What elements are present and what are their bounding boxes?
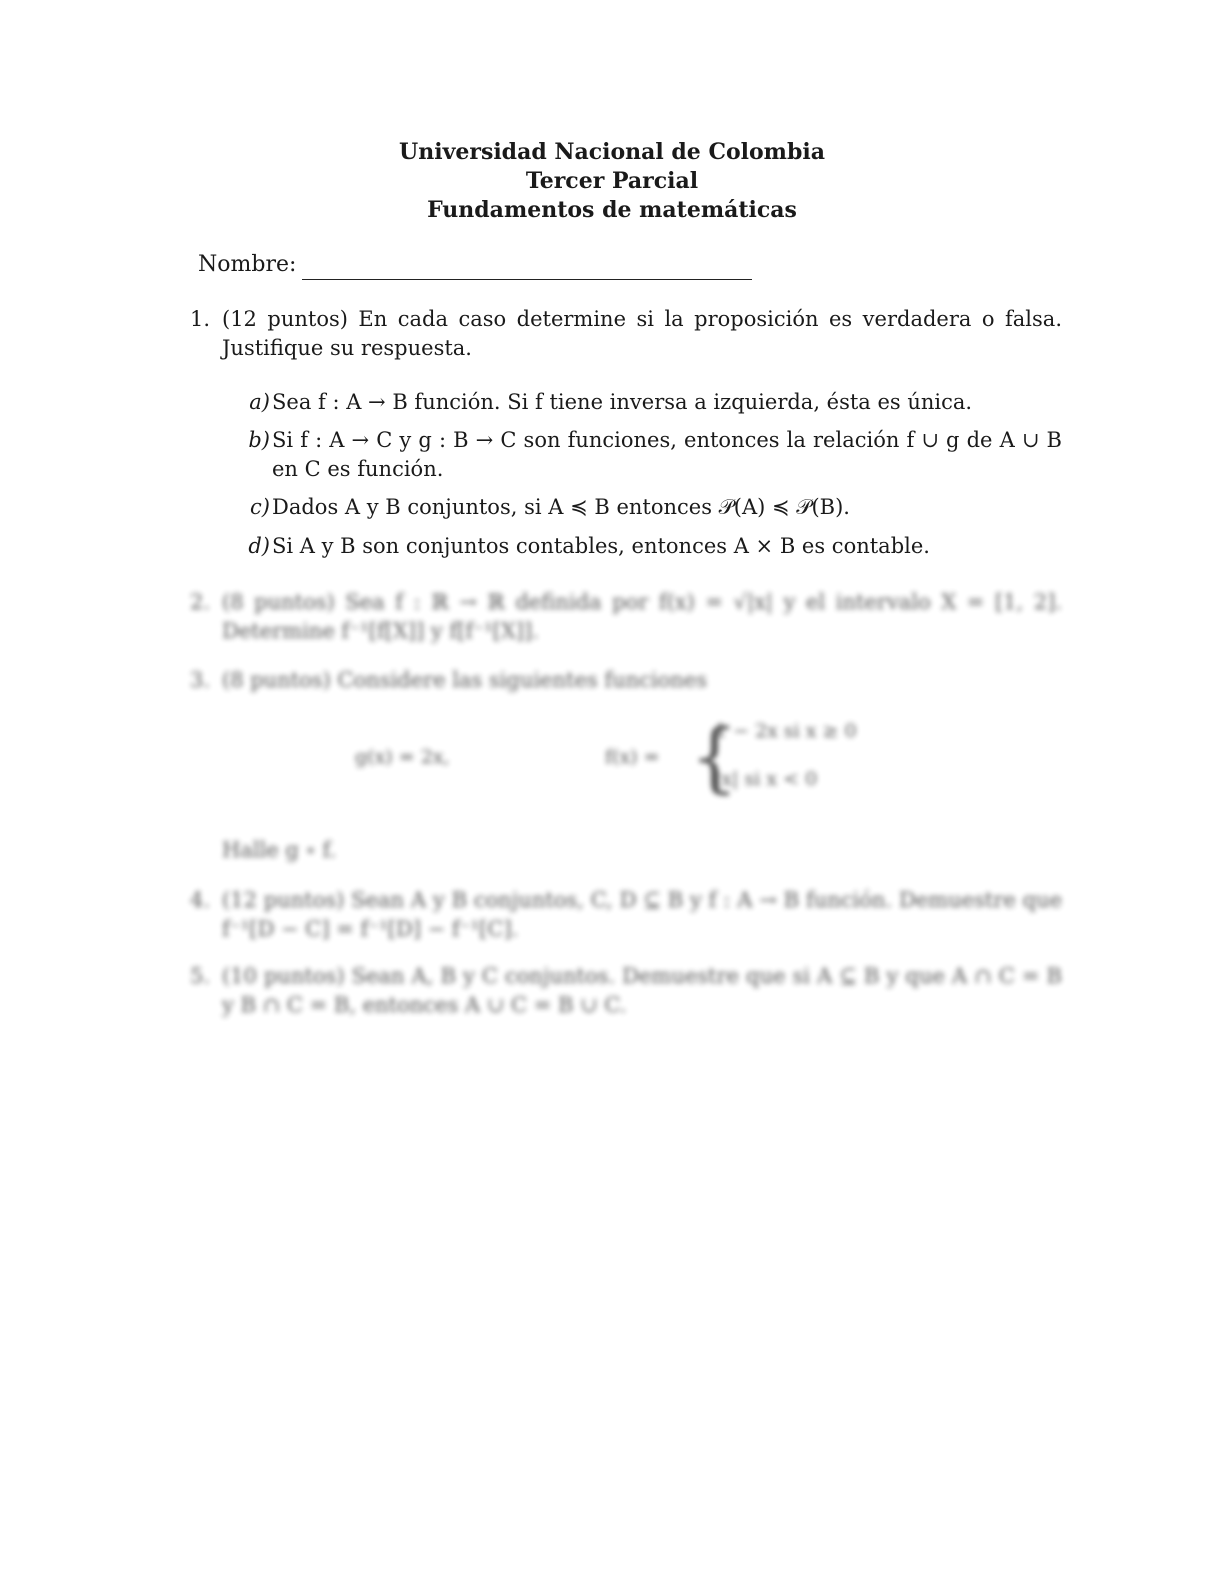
f-case-1: 1 − 2x si x ≥ 0 xyxy=(715,720,857,742)
question-text: (12 puntos) Sean A y B conjuntos, C, D ⊆ B y f : A → B función. Demuestre que f⁻¹[D − C] = f⁻¹[D] − f⁻¹[C]. xyxy=(222,888,1062,941)
question-text: (12 puntos) En cada caso determine si la proposición es verdadera o falsa. Justifique su respuesta. xyxy=(222,307,1062,360)
question-number: 4. xyxy=(190,888,211,912)
item-label: b) xyxy=(248,428,270,452)
question-number: 3. xyxy=(190,668,211,692)
piecewise-brace: { xyxy=(690,712,739,801)
question-text: (8 puntos) Considere las siguientes funciones xyxy=(222,668,707,692)
question-2 xyxy=(190,588,1062,646)
f-case-2: |x| si x < 0 xyxy=(715,768,818,790)
question-text: (8 puntos) Sea f : ℝ → ℝ definida por f(x) = √|x| y el intervalo X = [1, 2]. Determine f⁻¹[f[X]] y f[f⁻¹[X]]. xyxy=(222,590,1062,643)
item-label: a) xyxy=(249,390,270,414)
exam-header xyxy=(0,138,1224,225)
question-followup: Halle g ∘ f. xyxy=(222,838,337,862)
item-text: Sea f : A → B función. Si f tiene inversa a izquierda, ésta es única. xyxy=(272,390,973,414)
item-label: d) xyxy=(248,534,270,558)
question-1-item-a xyxy=(240,388,1062,417)
question-number: 5. xyxy=(190,964,211,988)
question-1-item-b xyxy=(240,426,1062,484)
item-text: Dados A y B conjuntos, si A ≼ B entonces 𝒫(A) ≼ 𝒫(B). xyxy=(272,495,850,519)
question-1-item-d xyxy=(240,532,1062,561)
question-3-equations xyxy=(355,712,935,802)
question-5 xyxy=(190,962,1062,1020)
question-text: (10 puntos) Sean A, B y C conjuntos. Demuestre que si A ⊆ B y que A ∩ C = B y B ∩ C = B, entonces A ∪ C = B ∪ C. xyxy=(222,964,1062,1017)
question-3 xyxy=(190,666,1062,695)
name-row xyxy=(198,250,752,280)
item-label: c) xyxy=(250,495,270,519)
university-name: Universidad Nacional de Colombia xyxy=(399,139,825,165)
question-1-item-c xyxy=(240,493,1062,522)
f-lhs: f(x) = xyxy=(605,746,660,768)
question-4 xyxy=(190,886,1062,944)
question-3-follow xyxy=(190,836,1062,865)
name-field-line[interactable] xyxy=(302,255,752,280)
exam-title: Tercer Parcial xyxy=(525,168,699,194)
name-label: Nombre: xyxy=(198,252,297,277)
g-definition: g(x) = 2x, xyxy=(355,746,450,768)
question-number: 1. xyxy=(190,307,211,331)
question-number: 2. xyxy=(190,590,211,614)
course-name: Fundamentos de matemáticas xyxy=(427,197,797,223)
item-text: Si f : A → C y g : B → C son funciones, entonces la relación f ∪ g de A ∪ B en C es función. xyxy=(272,428,1062,481)
question-1 xyxy=(190,305,1062,363)
item-text: Si A y B son conjuntos contables, entonces A × B es contable. xyxy=(272,534,930,558)
